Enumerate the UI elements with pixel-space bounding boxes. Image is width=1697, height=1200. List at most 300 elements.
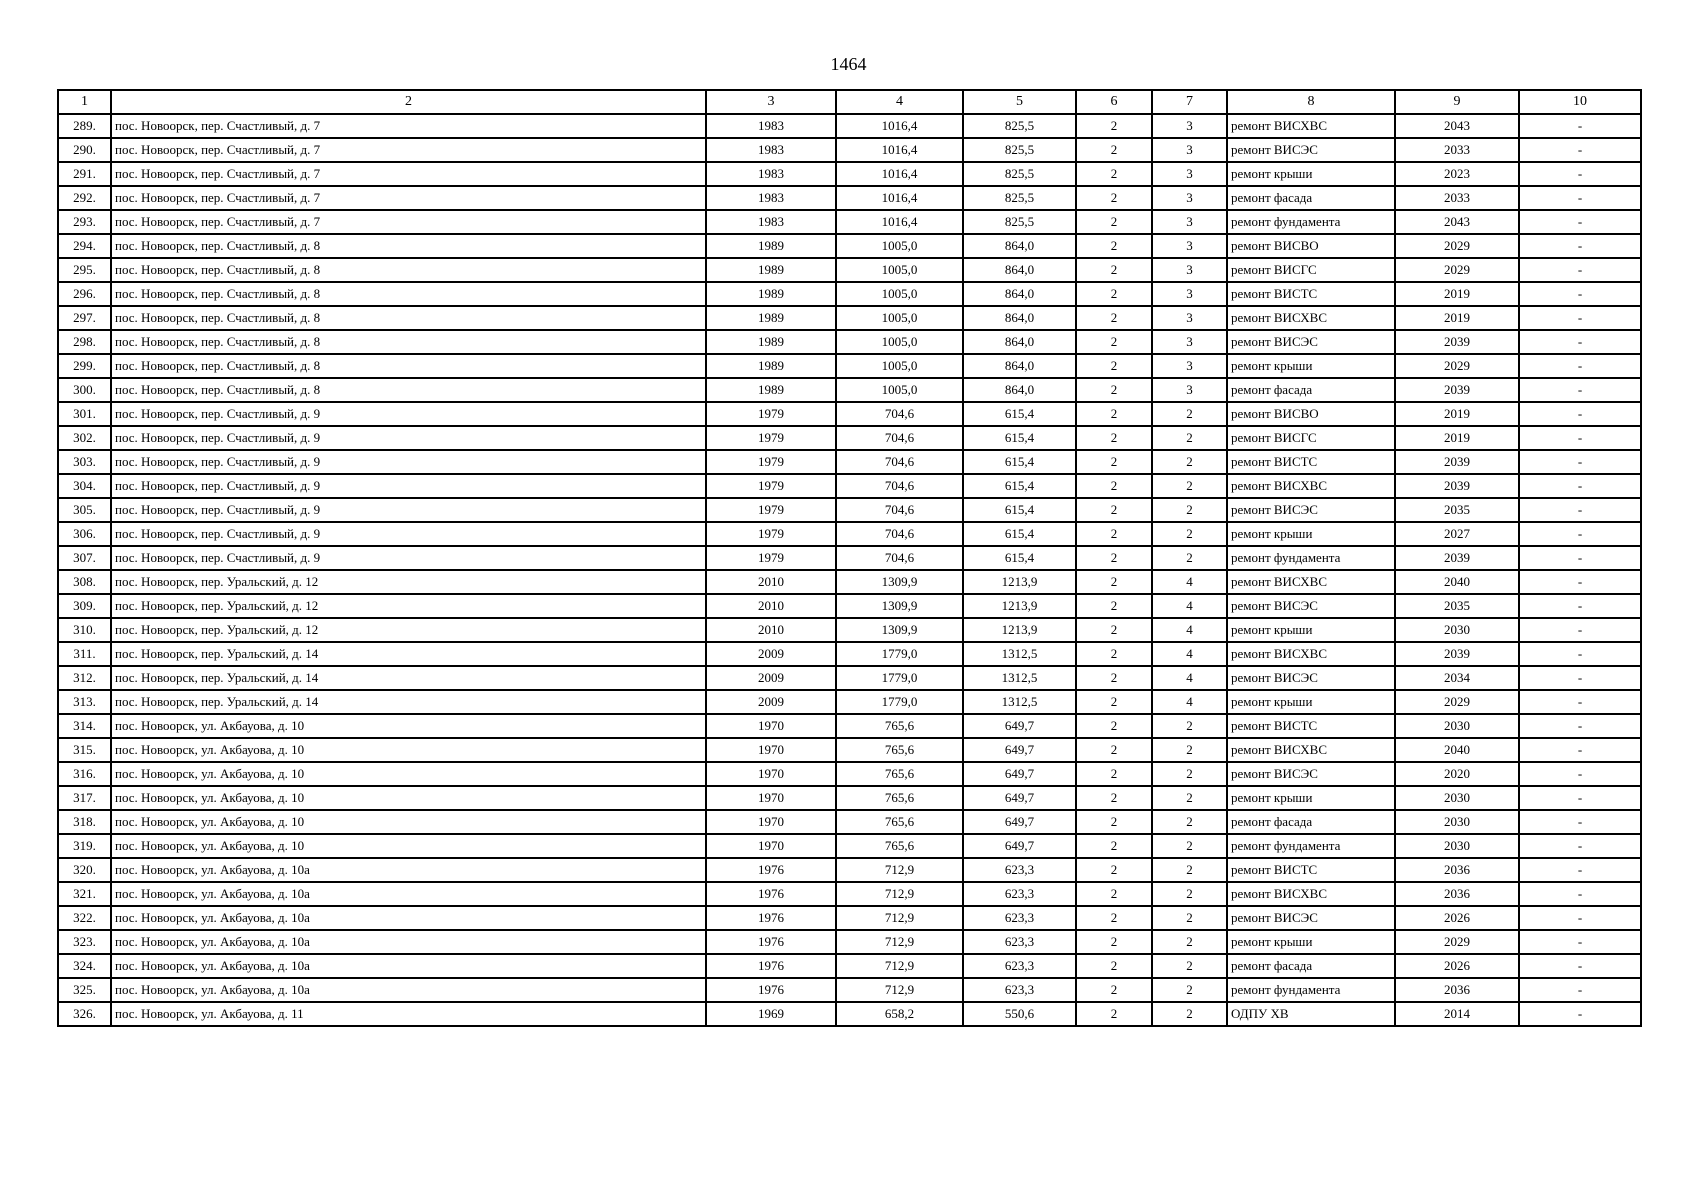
col7-cell: 2 — [1152, 858, 1227, 882]
row-number-cell: 320. — [58, 858, 111, 882]
col10-cell: - — [1519, 306, 1641, 330]
living-area-cell: 825,5 — [963, 162, 1076, 186]
col7-cell: 3 — [1152, 282, 1227, 306]
planned-year-cell: 2014 — [1395, 1002, 1519, 1026]
col6-cell: 2 — [1076, 834, 1152, 858]
col6-cell: 2 — [1076, 1002, 1152, 1026]
work-type-cell: ремонт крыши — [1227, 930, 1395, 954]
row-number-cell: 319. — [58, 834, 111, 858]
table-row — [58, 186, 1641, 210]
page-number: 1464 — [830, 54, 867, 74]
row-number-cell: 299. — [58, 354, 111, 378]
living-area-cell: 864,0 — [963, 378, 1076, 402]
address-cell: пос. Новоорск, пер. Счастливый, д. 9 — [111, 450, 706, 474]
col7-cell: 2 — [1152, 882, 1227, 906]
col6-cell: 2 — [1076, 114, 1152, 138]
planned-year-cell: 2019 — [1395, 306, 1519, 330]
col10-cell: - — [1519, 978, 1641, 1002]
row-number-cell: 291. — [58, 162, 111, 186]
row-number-cell: 304. — [58, 474, 111, 498]
table-row — [58, 882, 1641, 906]
col6-cell: 2 — [1076, 378, 1152, 402]
work-type-cell: ремонт крыши — [1227, 354, 1395, 378]
table-row — [58, 690, 1641, 714]
year-built-cell: 1976 — [706, 858, 836, 882]
total-area-cell: 1005,0 — [836, 258, 963, 282]
living-area-cell: 649,7 — [963, 834, 1076, 858]
work-type-cell: ремонт ВИСЭС — [1227, 138, 1395, 162]
table-row — [58, 474, 1641, 498]
total-area-cell: 1005,0 — [836, 330, 963, 354]
planned-year-cell: 2026 — [1395, 906, 1519, 930]
address-cell: пос. Новоорск, пер. Уральский, д. 12 — [111, 594, 706, 618]
year-built-cell: 1979 — [706, 474, 836, 498]
planned-year-cell: 2043 — [1395, 210, 1519, 234]
work-type-cell: ремонт фасада — [1227, 186, 1395, 210]
col6-cell: 2 — [1076, 450, 1152, 474]
total-area-cell: 712,9 — [836, 906, 963, 930]
year-built-cell: 1969 — [706, 1002, 836, 1026]
col7-cell: 3 — [1152, 306, 1227, 330]
total-area-cell: 658,2 — [836, 1002, 963, 1026]
col6-cell: 2 — [1076, 618, 1152, 642]
col6-cell: 2 — [1076, 858, 1152, 882]
col10-cell: - — [1519, 858, 1641, 882]
year-built-cell: 2010 — [706, 618, 836, 642]
work-type-cell: ремонт ВИСГС — [1227, 426, 1395, 450]
work-type-cell: ремонт ВИСЭС — [1227, 330, 1395, 354]
address-cell: пос. Новоорск, пер. Уральский, д. 14 — [111, 690, 706, 714]
address-cell: пос. Новоорск, пер. Уральский, д. 12 — [111, 570, 706, 594]
row-number-cell: 307. — [58, 546, 111, 570]
col7-cell: 2 — [1152, 738, 1227, 762]
work-type-cell: ремонт ВИСХВС — [1227, 882, 1395, 906]
work-type-cell: ремонт фасада — [1227, 810, 1395, 834]
year-built-cell: 2010 — [706, 570, 836, 594]
col10-cell: - — [1519, 186, 1641, 210]
living-area-cell: 825,5 — [963, 210, 1076, 234]
address-cell: пос. Новоорск, пер. Счастливый, д. 8 — [111, 258, 706, 282]
living-area-cell: 1213,9 — [963, 570, 1076, 594]
address-cell: пос. Новоорск, пер. Счастливый, д. 9 — [111, 522, 706, 546]
year-built-cell: 1976 — [706, 906, 836, 930]
col6-cell: 2 — [1076, 522, 1152, 546]
row-number-cell: 317. — [58, 786, 111, 810]
table-row — [58, 114, 1641, 138]
year-built-cell: 1983 — [706, 186, 836, 210]
col10-cell: - — [1519, 234, 1641, 258]
work-type-cell: ремонт фасада — [1227, 378, 1395, 402]
table-row — [58, 138, 1641, 162]
living-area-cell: 615,4 — [963, 402, 1076, 426]
work-type-cell: ремонт ВИСВО — [1227, 234, 1395, 258]
table-row — [58, 762, 1641, 786]
row-number-cell: 306. — [58, 522, 111, 546]
year-built-cell: 1976 — [706, 930, 836, 954]
total-area-cell: 1016,4 — [836, 186, 963, 210]
table-row — [58, 330, 1641, 354]
planned-year-cell: 2027 — [1395, 522, 1519, 546]
planned-year-cell: 2035 — [1395, 498, 1519, 522]
work-type-cell: ремонт ВИСХВС — [1227, 474, 1395, 498]
col7-cell: 3 — [1152, 234, 1227, 258]
col6-cell: 2 — [1076, 330, 1152, 354]
total-area-cell: 712,9 — [836, 930, 963, 954]
col10-cell: - — [1519, 714, 1641, 738]
total-area-cell: 1005,0 — [836, 354, 963, 378]
col6-cell: 2 — [1076, 138, 1152, 162]
col6-cell: 2 — [1076, 594, 1152, 618]
row-number-cell: 292. — [58, 186, 111, 210]
living-area-cell: 1213,9 — [963, 594, 1076, 618]
col6-cell: 2 — [1076, 354, 1152, 378]
col7-cell: 2 — [1152, 930, 1227, 954]
table-row — [58, 618, 1641, 642]
work-type-cell: ремонт ВИСХВС — [1227, 642, 1395, 666]
column-header: 7 — [1152, 90, 1227, 114]
planned-year-cell: 2040 — [1395, 738, 1519, 762]
row-number-cell: 296. — [58, 282, 111, 306]
row-number-cell: 290. — [58, 138, 111, 162]
row-number-cell: 309. — [58, 594, 111, 618]
col6-cell: 2 — [1076, 738, 1152, 762]
col10-cell: - — [1519, 546, 1641, 570]
living-area-cell: 864,0 — [963, 330, 1076, 354]
total-area-cell: 1005,0 — [836, 282, 963, 306]
planned-year-cell: 2019 — [1395, 426, 1519, 450]
row-number-cell: 302. — [58, 426, 111, 450]
planned-year-cell: 2030 — [1395, 834, 1519, 858]
table-row — [58, 450, 1641, 474]
table-row — [58, 906, 1641, 930]
total-area-cell: 712,9 — [836, 882, 963, 906]
address-cell: пос. Новоорск, пер. Уральский, д. 12 — [111, 618, 706, 642]
living-area-cell: 615,4 — [963, 474, 1076, 498]
row-number-cell: 297. — [58, 306, 111, 330]
address-cell: пос. Новоорск, ул. Акбауова, д. 10 — [111, 714, 706, 738]
col10-cell: - — [1519, 450, 1641, 474]
living-area-cell: 864,0 — [963, 282, 1076, 306]
address-cell: пос. Новоорск, ул. Акбауова, д. 10а — [111, 954, 706, 978]
address-cell: пос. Новоорск, пер. Счастливый, д. 7 — [111, 138, 706, 162]
col10-cell: - — [1519, 330, 1641, 354]
table-row — [58, 954, 1641, 978]
column-header: 6 — [1076, 90, 1152, 114]
total-area-cell: 1016,4 — [836, 138, 963, 162]
table-row — [58, 594, 1641, 618]
address-cell: пос. Новоорск, пер. Счастливый, д. 7 — [111, 162, 706, 186]
row-number-cell: 313. — [58, 690, 111, 714]
address-cell: пос. Новоорск, ул. Акбауова, д. 10а — [111, 978, 706, 1002]
living-area-cell: 825,5 — [963, 114, 1076, 138]
col7-cell: 3 — [1152, 162, 1227, 186]
living-area-cell: 615,4 — [963, 426, 1076, 450]
living-area-cell: 864,0 — [963, 354, 1076, 378]
col7-cell: 3 — [1152, 330, 1227, 354]
address-cell: пос. Новоорск, пер. Счастливый, д. 8 — [111, 354, 706, 378]
total-area-cell: 1005,0 — [836, 234, 963, 258]
address-cell: пос. Новоорск, пер. Счастливый, д. 9 — [111, 546, 706, 570]
planned-year-cell: 2033 — [1395, 138, 1519, 162]
row-number-cell: 324. — [58, 954, 111, 978]
col7-cell: 2 — [1152, 546, 1227, 570]
row-number-cell: 326. — [58, 1002, 111, 1026]
work-type-cell: ремонт ВИСЭС — [1227, 498, 1395, 522]
table-row — [58, 258, 1641, 282]
col6-cell: 2 — [1076, 306, 1152, 330]
address-cell: пос. Новоорск, ул. Акбауова, д. 10а — [111, 858, 706, 882]
total-area-cell: 1309,9 — [836, 618, 963, 642]
year-built-cell: 1989 — [706, 282, 836, 306]
planned-year-cell: 2039 — [1395, 378, 1519, 402]
living-area-cell: 825,5 — [963, 186, 1076, 210]
col7-cell: 3 — [1152, 258, 1227, 282]
living-area-cell: 623,3 — [963, 858, 1076, 882]
col10-cell: - — [1519, 378, 1641, 402]
col7-cell: 2 — [1152, 810, 1227, 834]
work-type-cell: ремонт крыши — [1227, 522, 1395, 546]
table-row — [58, 162, 1641, 186]
living-area-cell: 615,4 — [963, 498, 1076, 522]
col10-cell: - — [1519, 402, 1641, 426]
year-built-cell: 2009 — [706, 666, 836, 690]
living-area-cell: 649,7 — [963, 810, 1076, 834]
col7-cell: 4 — [1152, 594, 1227, 618]
column-header: 8 — [1227, 90, 1395, 114]
planned-year-cell: 2043 — [1395, 114, 1519, 138]
row-number-cell: 314. — [58, 714, 111, 738]
address-cell: пос. Новоорск, пер. Счастливый, д. 7 — [111, 210, 706, 234]
total-area-cell: 765,6 — [836, 762, 963, 786]
year-built-cell: 1979 — [706, 426, 836, 450]
col6-cell: 2 — [1076, 570, 1152, 594]
work-type-cell: ремонт ВИСЭС — [1227, 906, 1395, 930]
year-built-cell: 1979 — [706, 546, 836, 570]
living-area-cell: 825,5 — [963, 138, 1076, 162]
row-number-cell: 308. — [58, 570, 111, 594]
work-type-cell: ОДПУ ХВ — [1227, 1002, 1395, 1026]
living-area-cell: 550,6 — [963, 1002, 1076, 1026]
col7-cell: 2 — [1152, 474, 1227, 498]
living-area-cell: 623,3 — [963, 954, 1076, 978]
col7-cell: 3 — [1152, 186, 1227, 210]
planned-year-cell: 2019 — [1395, 282, 1519, 306]
year-built-cell: 1989 — [706, 354, 836, 378]
address-cell: пос. Новоорск, ул. Акбауова, д. 10 — [111, 810, 706, 834]
col6-cell: 2 — [1076, 546, 1152, 570]
col7-cell: 2 — [1152, 954, 1227, 978]
row-number-cell: 303. — [58, 450, 111, 474]
col7-cell: 2 — [1152, 450, 1227, 474]
table-row — [58, 738, 1641, 762]
col10-cell: - — [1519, 426, 1641, 450]
table-row — [58, 306, 1641, 330]
table-row — [58, 858, 1641, 882]
year-built-cell: 1979 — [706, 402, 836, 426]
col7-cell: 2 — [1152, 498, 1227, 522]
work-type-cell: ремонт фасада — [1227, 954, 1395, 978]
col6-cell: 2 — [1076, 642, 1152, 666]
address-cell: пос. Новоорск, ул. Акбауова, д. 10 — [111, 738, 706, 762]
column-header: 1 — [58, 90, 111, 114]
work-type-cell: ремонт фундамента — [1227, 546, 1395, 570]
col10-cell: - — [1519, 834, 1641, 858]
row-number-cell: 321. — [58, 882, 111, 906]
col6-cell: 2 — [1076, 762, 1152, 786]
row-number-cell: 323. — [58, 930, 111, 954]
planned-year-cell: 2023 — [1395, 162, 1519, 186]
col6-cell: 2 — [1076, 906, 1152, 930]
living-area-cell: 623,3 — [963, 978, 1076, 1002]
total-area-cell: 704,6 — [836, 450, 963, 474]
address-cell: пос. Новоорск, ул. Акбауова, д. 10 — [111, 762, 706, 786]
col7-cell: 4 — [1152, 618, 1227, 642]
total-area-cell: 712,9 — [836, 978, 963, 1002]
total-area-cell: 1016,4 — [836, 114, 963, 138]
table-row — [58, 786, 1641, 810]
living-area-cell: 649,7 — [963, 738, 1076, 762]
row-number-cell: 294. — [58, 234, 111, 258]
planned-year-cell: 2039 — [1395, 330, 1519, 354]
year-built-cell: 1983 — [706, 162, 836, 186]
work-type-cell: ремонт крыши — [1227, 690, 1395, 714]
col7-cell: 4 — [1152, 690, 1227, 714]
col10-cell: - — [1519, 618, 1641, 642]
year-built-cell: 1976 — [706, 978, 836, 1002]
col7-cell: 3 — [1152, 210, 1227, 234]
year-built-cell: 1979 — [706, 498, 836, 522]
table-row — [58, 642, 1641, 666]
total-area-cell: 1005,0 — [836, 378, 963, 402]
row-number-cell: 316. — [58, 762, 111, 786]
col6-cell: 2 — [1076, 234, 1152, 258]
address-cell: пос. Новоорск, ул. Акбауова, д. 10а — [111, 930, 706, 954]
year-built-cell: 1983 — [706, 138, 836, 162]
total-area-cell: 704,6 — [836, 474, 963, 498]
table-row — [58, 978, 1641, 1002]
living-area-cell: 623,3 — [963, 882, 1076, 906]
table-body — [58, 114, 1641, 1026]
work-type-cell: ремонт ВИСЭС — [1227, 666, 1395, 690]
address-cell: пос. Новоорск, пер. Счастливый, д. 8 — [111, 282, 706, 306]
address-cell: пос. Новоорск, ул. Акбауова, д. 10 — [111, 834, 706, 858]
col6-cell: 2 — [1076, 210, 1152, 234]
col7-cell: 2 — [1152, 522, 1227, 546]
planned-year-cell: 2030 — [1395, 810, 1519, 834]
year-built-cell: 1970 — [706, 834, 836, 858]
col6-cell: 2 — [1076, 258, 1152, 282]
year-built-cell: 1976 — [706, 954, 836, 978]
year-built-cell: 1989 — [706, 330, 836, 354]
planned-year-cell: 2029 — [1395, 354, 1519, 378]
col10-cell: - — [1519, 1002, 1641, 1026]
living-area-cell: 615,4 — [963, 522, 1076, 546]
row-number-cell: 300. — [58, 378, 111, 402]
address-cell: пос. Новоорск, пер. Счастливый, д. 7 — [111, 186, 706, 210]
row-number-cell: 311. — [58, 642, 111, 666]
living-area-cell: 649,7 — [963, 762, 1076, 786]
table-row — [58, 498, 1641, 522]
table-row — [58, 378, 1641, 402]
housing-repair-table — [57, 89, 1642, 1027]
total-area-cell: 1005,0 — [836, 306, 963, 330]
work-type-cell: ремонт ВИСХВС — [1227, 570, 1395, 594]
table-row — [58, 354, 1641, 378]
column-header: 2 — [111, 90, 706, 114]
planned-year-cell: 2030 — [1395, 786, 1519, 810]
work-type-cell: ремонт ВИСЭС — [1227, 762, 1395, 786]
year-built-cell: 1989 — [706, 306, 836, 330]
col6-cell: 2 — [1076, 474, 1152, 498]
total-area-cell: 704,6 — [836, 498, 963, 522]
planned-year-cell: 2026 — [1395, 954, 1519, 978]
total-area-cell: 1309,9 — [836, 570, 963, 594]
row-number-cell: 315. — [58, 738, 111, 762]
work-type-cell: ремонт ВИСВО — [1227, 402, 1395, 426]
planned-year-cell: 2034 — [1395, 666, 1519, 690]
total-area-cell: 1016,4 — [836, 162, 963, 186]
col10-cell: - — [1519, 474, 1641, 498]
work-type-cell: ремонт ВИСХВС — [1227, 114, 1395, 138]
year-built-cell: 1983 — [706, 114, 836, 138]
work-type-cell: ремонт ВИСГС — [1227, 258, 1395, 282]
row-number-cell: 289. — [58, 114, 111, 138]
table-row — [58, 1002, 1641, 1026]
total-area-cell: 765,6 — [836, 810, 963, 834]
living-area-cell: 623,3 — [963, 906, 1076, 930]
column-header: 9 — [1395, 90, 1519, 114]
col7-cell: 3 — [1152, 114, 1227, 138]
year-built-cell: 2009 — [706, 690, 836, 714]
living-area-cell: 615,4 — [963, 450, 1076, 474]
living-area-cell: 1213,9 — [963, 618, 1076, 642]
col10-cell: - — [1519, 738, 1641, 762]
row-number-cell: 305. — [58, 498, 111, 522]
planned-year-cell: 2040 — [1395, 570, 1519, 594]
table-row — [58, 210, 1641, 234]
living-area-cell: 864,0 — [963, 234, 1076, 258]
col10-cell: - — [1519, 906, 1641, 930]
col10-cell: - — [1519, 162, 1641, 186]
col7-cell: 2 — [1152, 786, 1227, 810]
col10-cell: - — [1519, 522, 1641, 546]
address-cell: пос. Новоорск, пер. Счастливый, д. 9 — [111, 498, 706, 522]
total-area-cell: 712,9 — [836, 858, 963, 882]
address-cell: пос. Новоорск, пер. Уральский, д. 14 — [111, 666, 706, 690]
planned-year-cell: 2036 — [1395, 978, 1519, 1002]
col10-cell: - — [1519, 642, 1641, 666]
work-type-cell: ремонт фундамента — [1227, 834, 1395, 858]
row-number-cell: 295. — [58, 258, 111, 282]
col6-cell: 2 — [1076, 426, 1152, 450]
year-built-cell: 2009 — [706, 642, 836, 666]
total-area-cell: 712,9 — [836, 954, 963, 978]
row-number-cell: 322. — [58, 906, 111, 930]
work-type-cell: ремонт ВИСХВС — [1227, 738, 1395, 762]
row-number-cell: 293. — [58, 210, 111, 234]
col6-cell: 2 — [1076, 162, 1152, 186]
col7-cell: 2 — [1152, 714, 1227, 738]
col7-cell: 2 — [1152, 402, 1227, 426]
col10-cell: - — [1519, 690, 1641, 714]
row-number-cell: 301. — [58, 402, 111, 426]
col6-cell: 2 — [1076, 690, 1152, 714]
col6-cell: 2 — [1076, 498, 1152, 522]
year-built-cell: 1976 — [706, 882, 836, 906]
col10-cell: - — [1519, 666, 1641, 690]
col6-cell: 2 — [1076, 930, 1152, 954]
total-area-cell: 1016,4 — [836, 210, 963, 234]
